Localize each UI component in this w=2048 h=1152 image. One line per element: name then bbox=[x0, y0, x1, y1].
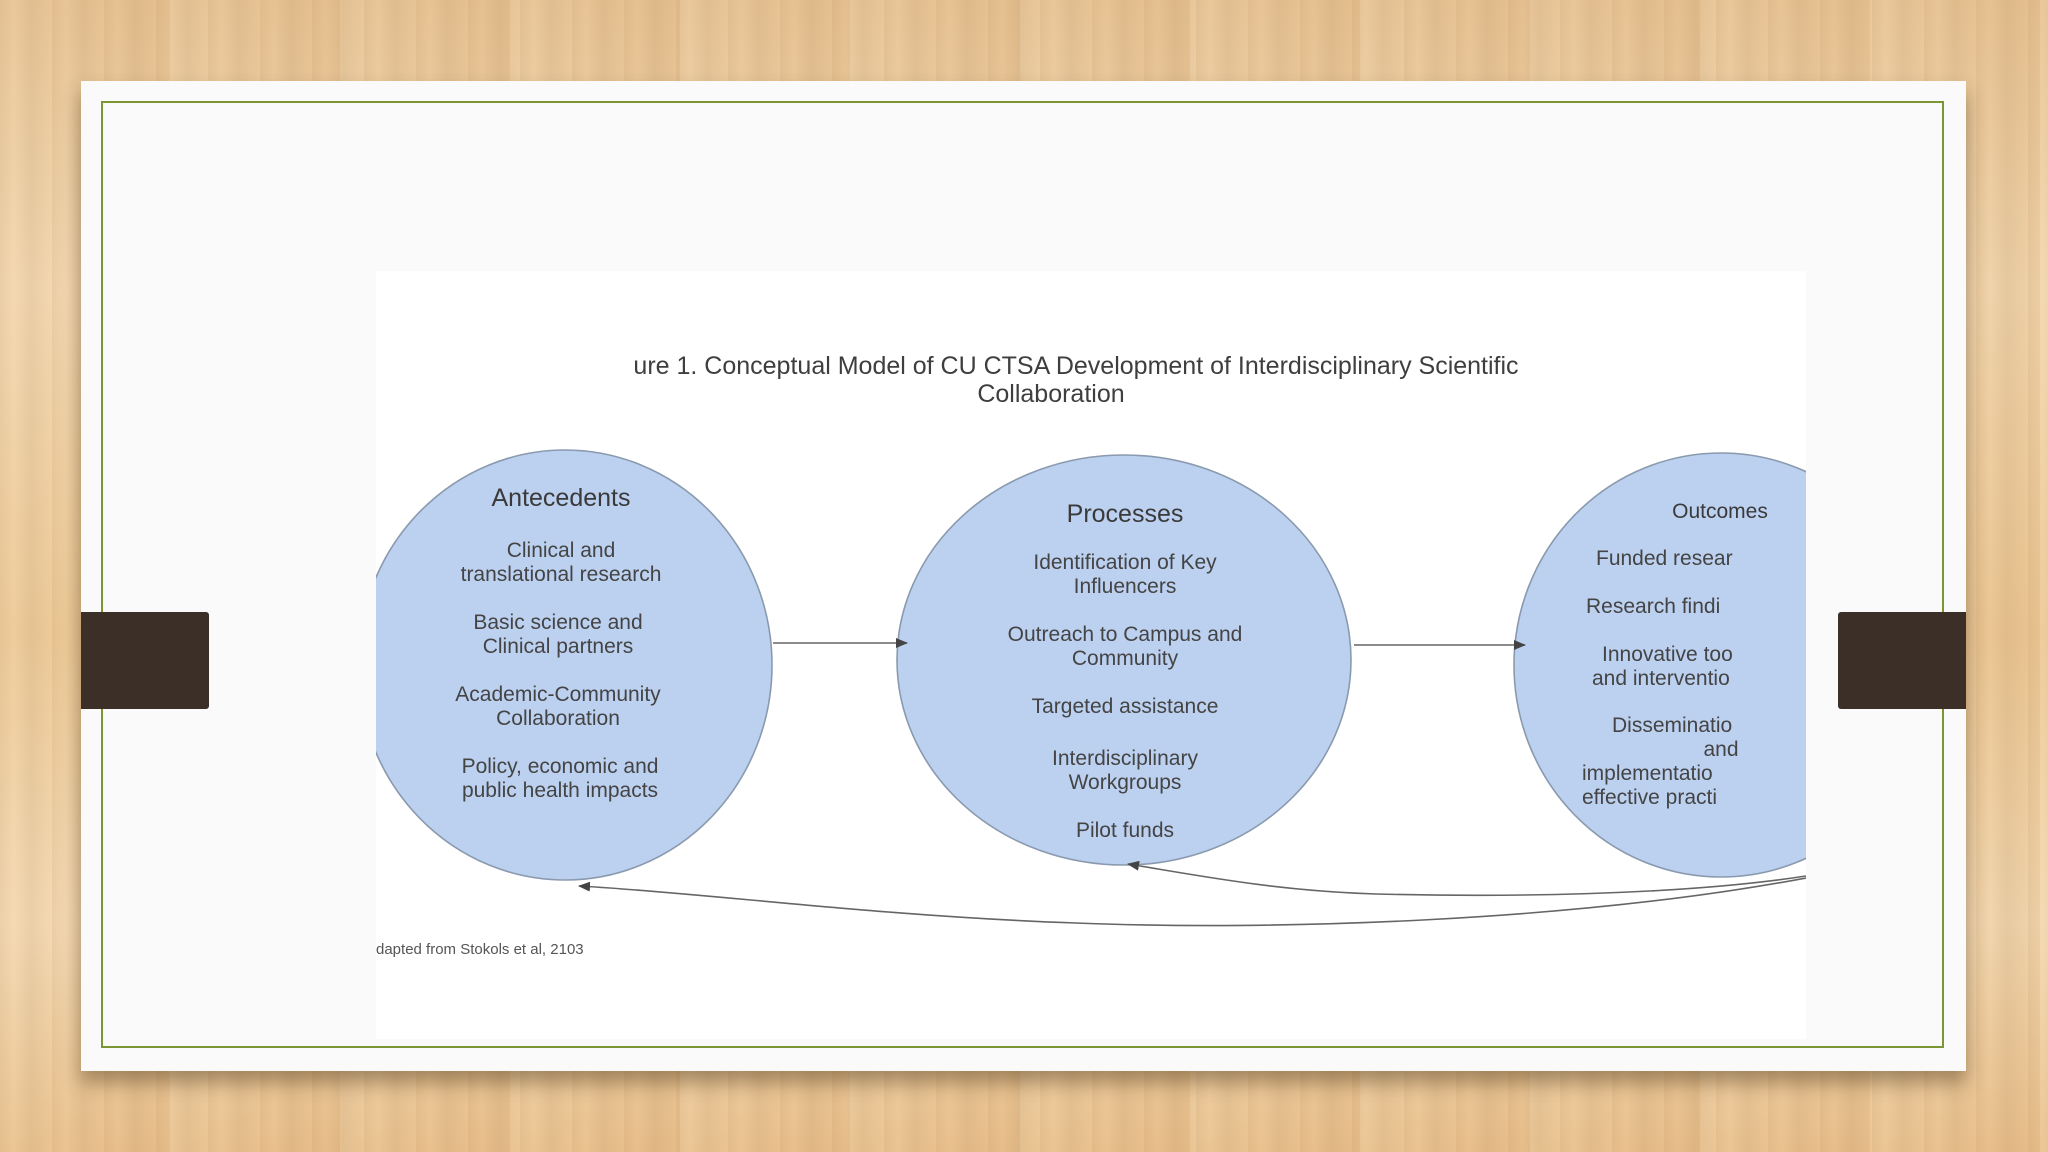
outcome-item-4-line-1: Disseminatio bbox=[1612, 714, 1733, 737]
antecedents-ellipse bbox=[376, 450, 772, 880]
process-item-5: Pilot funds bbox=[1075, 819, 1175, 842]
process-item-1-line-2: Influencers bbox=[1073, 575, 1177, 598]
antecedent-item-3-line-1: Academic-Community bbox=[455, 683, 661, 706]
antecedent-item-1-line-2: translational research bbox=[460, 563, 662, 586]
process-item-4-line-2: Workgroups bbox=[1068, 771, 1182, 794]
conceptual-model-diagram bbox=[376, 271, 1806, 1039]
outcome-item-4-line-2: and bbox=[1703, 738, 1739, 761]
outcomes-heading: Outcomes bbox=[1672, 500, 1768, 523]
antecedent-item-3-line-2: Collaboration bbox=[496, 707, 620, 730]
figure-title-line-1: ure 1. Conceptual Model of CU CTSA Development of Interdisciplinary Scientific bbox=[633, 352, 1519, 380]
outcome-item-1: Funded resear bbox=[1596, 547, 1733, 570]
antecedent-item-4-line-2: public health impacts bbox=[461, 779, 659, 802]
antecedent-item-2-line-1: Basic science and bbox=[473, 611, 643, 634]
left-tab-decoration bbox=[81, 612, 209, 709]
antecedents-heading: Antecedents bbox=[491, 484, 631, 512]
process-item-2-line-2: Community bbox=[1071, 647, 1179, 670]
right-tab-decoration bbox=[1838, 612, 1966, 709]
antecedent-item-4-line-1: Policy, economic and bbox=[461, 755, 659, 778]
antecedent-item-1-line-1: Clinical and bbox=[506, 539, 616, 562]
process-item-4-line-1: Interdisciplinary bbox=[1052, 747, 1198, 770]
outcome-item-4-line-3: implementatio bbox=[1582, 762, 1713, 785]
figure-title-line-2: Collaboration bbox=[977, 380, 1125, 408]
process-item-3: Targeted assistance bbox=[1031, 695, 1219, 718]
outcome-item-3-line-1: Innovative too bbox=[1602, 643, 1733, 666]
slide bbox=[81, 81, 1966, 1071]
process-item-2-line-1: Outreach to Campus and bbox=[1007, 623, 1243, 646]
outcome-item-2: Research findi bbox=[1586, 595, 1721, 618]
figure-caption: dapted from Stokols et al, 2103 bbox=[376, 941, 584, 958]
processes-heading: Processes bbox=[1066, 500, 1184, 528]
figure-image bbox=[376, 271, 1806, 1039]
outcome-item-3-line-2: and interventio bbox=[1592, 667, 1730, 690]
outcome-item-4-line-4: effective practi bbox=[1582, 786, 1718, 809]
feedback-arrow-outcomes-to-antecedents bbox=[579, 878, 1806, 926]
process-item-1-line-1: Identification of Key bbox=[1033, 551, 1217, 574]
antecedent-item-2-line-2: Clinical partners bbox=[482, 635, 634, 658]
